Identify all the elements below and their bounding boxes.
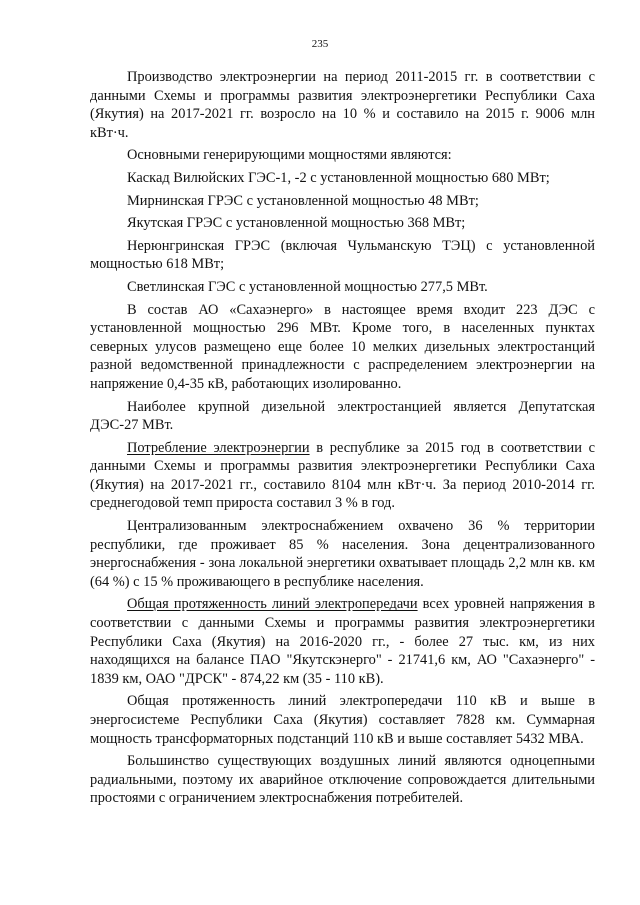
list-item-vilyuy-hpp: Каскад Вилюйских ГЭС-1, -2 с установленной мощностью 680 МВт; — [127, 169, 550, 186]
underlined-term-line-length: Общая протяженность линий электропередачи — [127, 596, 418, 613]
paragraph-sakhaenergo: В состав АО «Сахаэнерго» в настоящее время входит 223 ДЭС с установленной мощностью 296 МВт. Кроме того, в населенных пунктах северных улусов размещено еще более 10 мелких дизельных электростанций разной ведомственной принадлежности с распределением электроэнергии на напряжение 0,4-35 кВ, работающих изолированно. — [90, 301, 595, 392]
paragraph-deputatskaya: Наиболее крупной дизельной электростанцией является Депутатская ДЭС-27 МВт. — [90, 398, 595, 434]
underlined-term-consumption: Потребление электроэнергии — [127, 439, 310, 456]
paragraph-consumption-text: в республике за 2015 год в соответствии с данными Схемы и программы развития электроэнергетики Республики Саха (Якутия) на 2017-2021 гг., составило 8104 млн кВт·ч. За период 2010-2014 гг. среднегодовой темп прироста составил 3 % в год. — [90, 439, 595, 512]
paragraph-production: Производство электроэнергии на период 2011-2015 гг. в соответствии с данными Схемы и программы развития электроэнергетики Республики Саха (Якутия) на 2017-2021 гг. возросло на 10 % и составило на 2015 г. 9006 млн кВт·ч. — [90, 69, 595, 141]
document-body — [90, 64, 595, 808]
paragraph-line-length — [90, 595, 595, 688]
paragraph-consumption — [90, 439, 595, 513]
list-item-yakutsk-gres: Якутская ГРЭС с установленной мощностью 368 МВт; — [127, 215, 466, 232]
paragraph-line-length-text: всех уровней напряжения в соответствии с данными Схемы и программы развития электроэнергетики Республики Саха (Якутия) на 2016-2020 гг., - более 27 тыс. км, из них находящихся на балансе ПАО "Якутскэнерго" - 21741,6 км, АО "Сахаэнерго" - 1839 км, ОАО "ДРСК" - 874,22 км (35 - 110 кВ). — [90, 596, 595, 687]
paragraph-centralized-supply: Централизованным электроснабжением охвачено 36 % территории республики, где проживает 85 % населения. Зона децентрализованного энергоснабжения - зона локальной энергетики охватывает площадь 2,2 млн кв. км (64 %) с 15 % проживающего в республике населения. — [90, 518, 595, 590]
list-item-neryungri-gres: Нерюнгринская ГРЭС (включая Чульманскую ТЭЦ) с установленной мощностью 618 МВт; — [90, 237, 595, 273]
paragraph-110kv-lines: Общая протяженность линий электропередачи 110 кВ и выше в энергосистеме Республики Саха (Якутия) составляет 7828 км. Суммарная мощность трансформаторных подстанций 110 кВ и выше составляет 5432 МВА. — [90, 693, 595, 747]
list-item-mirny-gres: Мирнинская ГРЭС с установленной мощностью 48 МВт; — [127, 192, 479, 209]
page-number: 235 — [311, 38, 329, 50]
paragraph-radial-lines: Большинство существующих воздушных линий являются одноцепными радиальными, поэтому их аварийное отключение сопровождается длительными простоями с ограничением электроснабжения потребителей. — [90, 753, 595, 807]
list-item-svetlinsk-hpp: Светлинская ГЭС с установленной мощностью 277,5 МВт. — [127, 278, 488, 295]
paragraph-main-capacities: Основными генерирующими мощностями являются: — [127, 147, 452, 164]
